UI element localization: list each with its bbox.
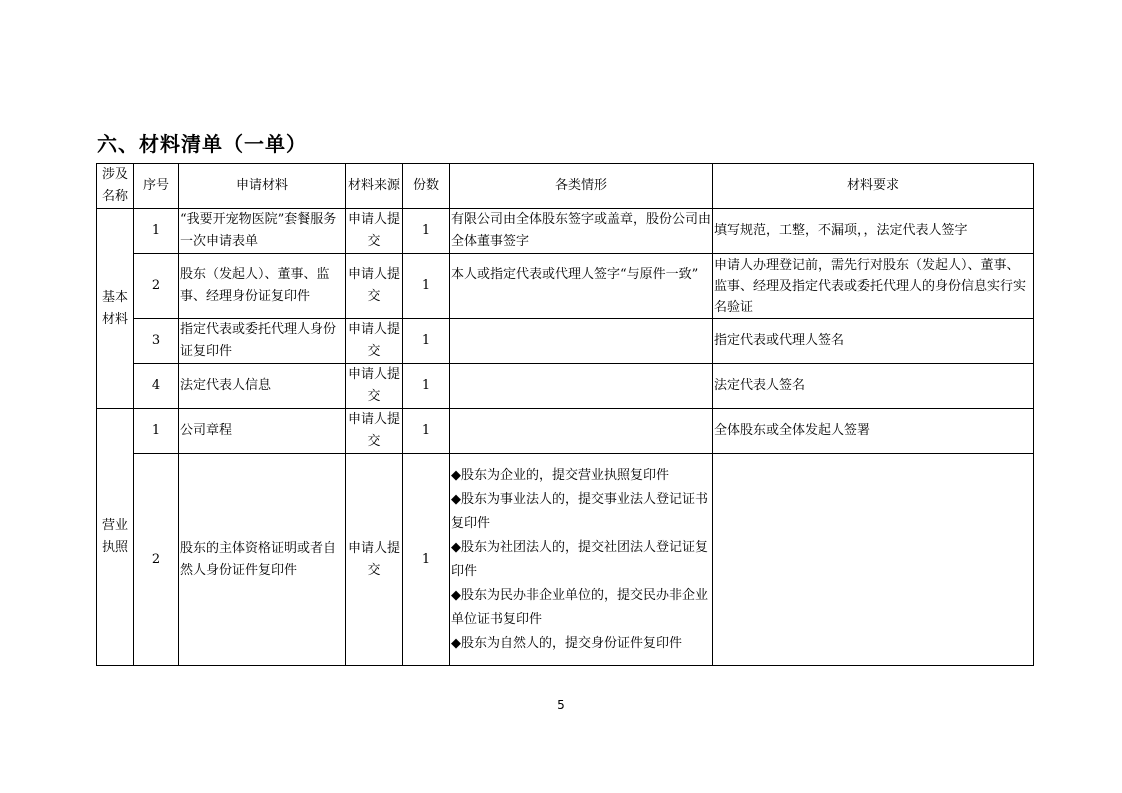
- header-seq: 序号: [134, 164, 179, 209]
- row-copies: 1: [403, 319, 450, 364]
- row-material: 股东的主体资格证明或者自然人身份证件复印件: [179, 454, 346, 666]
- row-seq: 1: [134, 409, 179, 454]
- row-material: 法定代表人信息: [179, 364, 346, 409]
- row-requirement: [713, 454, 1034, 666]
- row-material: 公司章程: [179, 409, 346, 454]
- row-material: “我要开宠物医院”套餐服务一次申请表单: [179, 209, 346, 254]
- row-seq: 2: [134, 454, 179, 666]
- situation-item: ◆股东为社团法人的，提交社团法人登记证复印件: [451, 539, 708, 579]
- row-material: 股东（发起人）、董事、监事、经理身份证复印件: [179, 254, 346, 319]
- row-requirement: 填写规范，工整，不漏项，，法定代表人签字: [713, 209, 1034, 254]
- situation-item: ◆股东为事业法人的，提交事业法人登记证书复印件: [451, 491, 708, 531]
- row-requirement: 全体股东或全体发起人签署: [713, 409, 1034, 454]
- table-row: [97, 209, 1034, 254]
- table-row: [97, 319, 1034, 364]
- row-source: 申请人提交: [346, 454, 403, 666]
- header-situation: 各类情形: [450, 164, 713, 209]
- table-row: [97, 364, 1034, 409]
- table-row: [97, 254, 1034, 319]
- section-title: 六、材料清单（一单）: [97, 132, 307, 156]
- row-copies: 1: [403, 454, 450, 666]
- row-requirement: 指定代表或代理人签名: [713, 319, 1034, 364]
- row-seq: 3: [134, 319, 179, 364]
- row-copies: 1: [403, 209, 450, 254]
- row-source: 申请人提交: [346, 254, 403, 319]
- table-row: [97, 454, 1034, 666]
- row-requirement: 申请人办理登记前，需先行对股东（发起人）、董事、监事、经理及指定代表或委托代理人的身份信息实行实名验证: [713, 254, 1034, 319]
- row-source: 申请人提交: [346, 209, 403, 254]
- group-name: 营业执照: [97, 409, 134, 666]
- row-situation: [450, 364, 713, 409]
- row-source: 申请人提交: [346, 319, 403, 364]
- row-situation-list: [450, 454, 713, 666]
- header-copies: 份数: [403, 164, 450, 209]
- table-header-row: [97, 164, 1034, 209]
- row-situation: [450, 319, 713, 364]
- page-number: 5: [557, 698, 565, 712]
- table-row: [97, 409, 1034, 454]
- situation-item: ◆股东为民办非企业单位的，提交民办非企业单位证书复印件: [451, 587, 708, 627]
- situation-item: ◆股东为自然人的，提交身份证件复印件: [451, 635, 682, 651]
- row-seq: 4: [134, 364, 179, 409]
- situation-item: ◆股东为企业的，提交营业执照复印件: [451, 467, 669, 483]
- row-situation: 本人或指定代表或代理人签字“与原件一致”: [450, 254, 713, 319]
- header-scope: 涉及名称: [97, 164, 134, 209]
- row-source: 申请人提交: [346, 409, 403, 454]
- materials-table: [96, 163, 1034, 666]
- header-source: 材料来源: [346, 164, 403, 209]
- row-seq: 1: [134, 209, 179, 254]
- row-material: 指定代表或委托代理人身份证复印件: [179, 319, 346, 364]
- row-source: 申请人提交: [346, 364, 403, 409]
- row-requirement: 法定代表人签名: [713, 364, 1034, 409]
- group-name: 基本材料: [97, 209, 134, 409]
- row-situation: [450, 409, 713, 454]
- header-requirement: 材料要求: [713, 164, 1034, 209]
- header-material: 申请材料: [179, 164, 346, 209]
- row-seq: 2: [134, 254, 179, 319]
- row-copies: 1: [403, 364, 450, 409]
- row-copies: 1: [403, 409, 450, 454]
- row-copies: 1: [403, 254, 450, 319]
- row-situation: 有限公司由全体股东签字或盖章，股份公司由全体董事签字: [450, 209, 713, 254]
